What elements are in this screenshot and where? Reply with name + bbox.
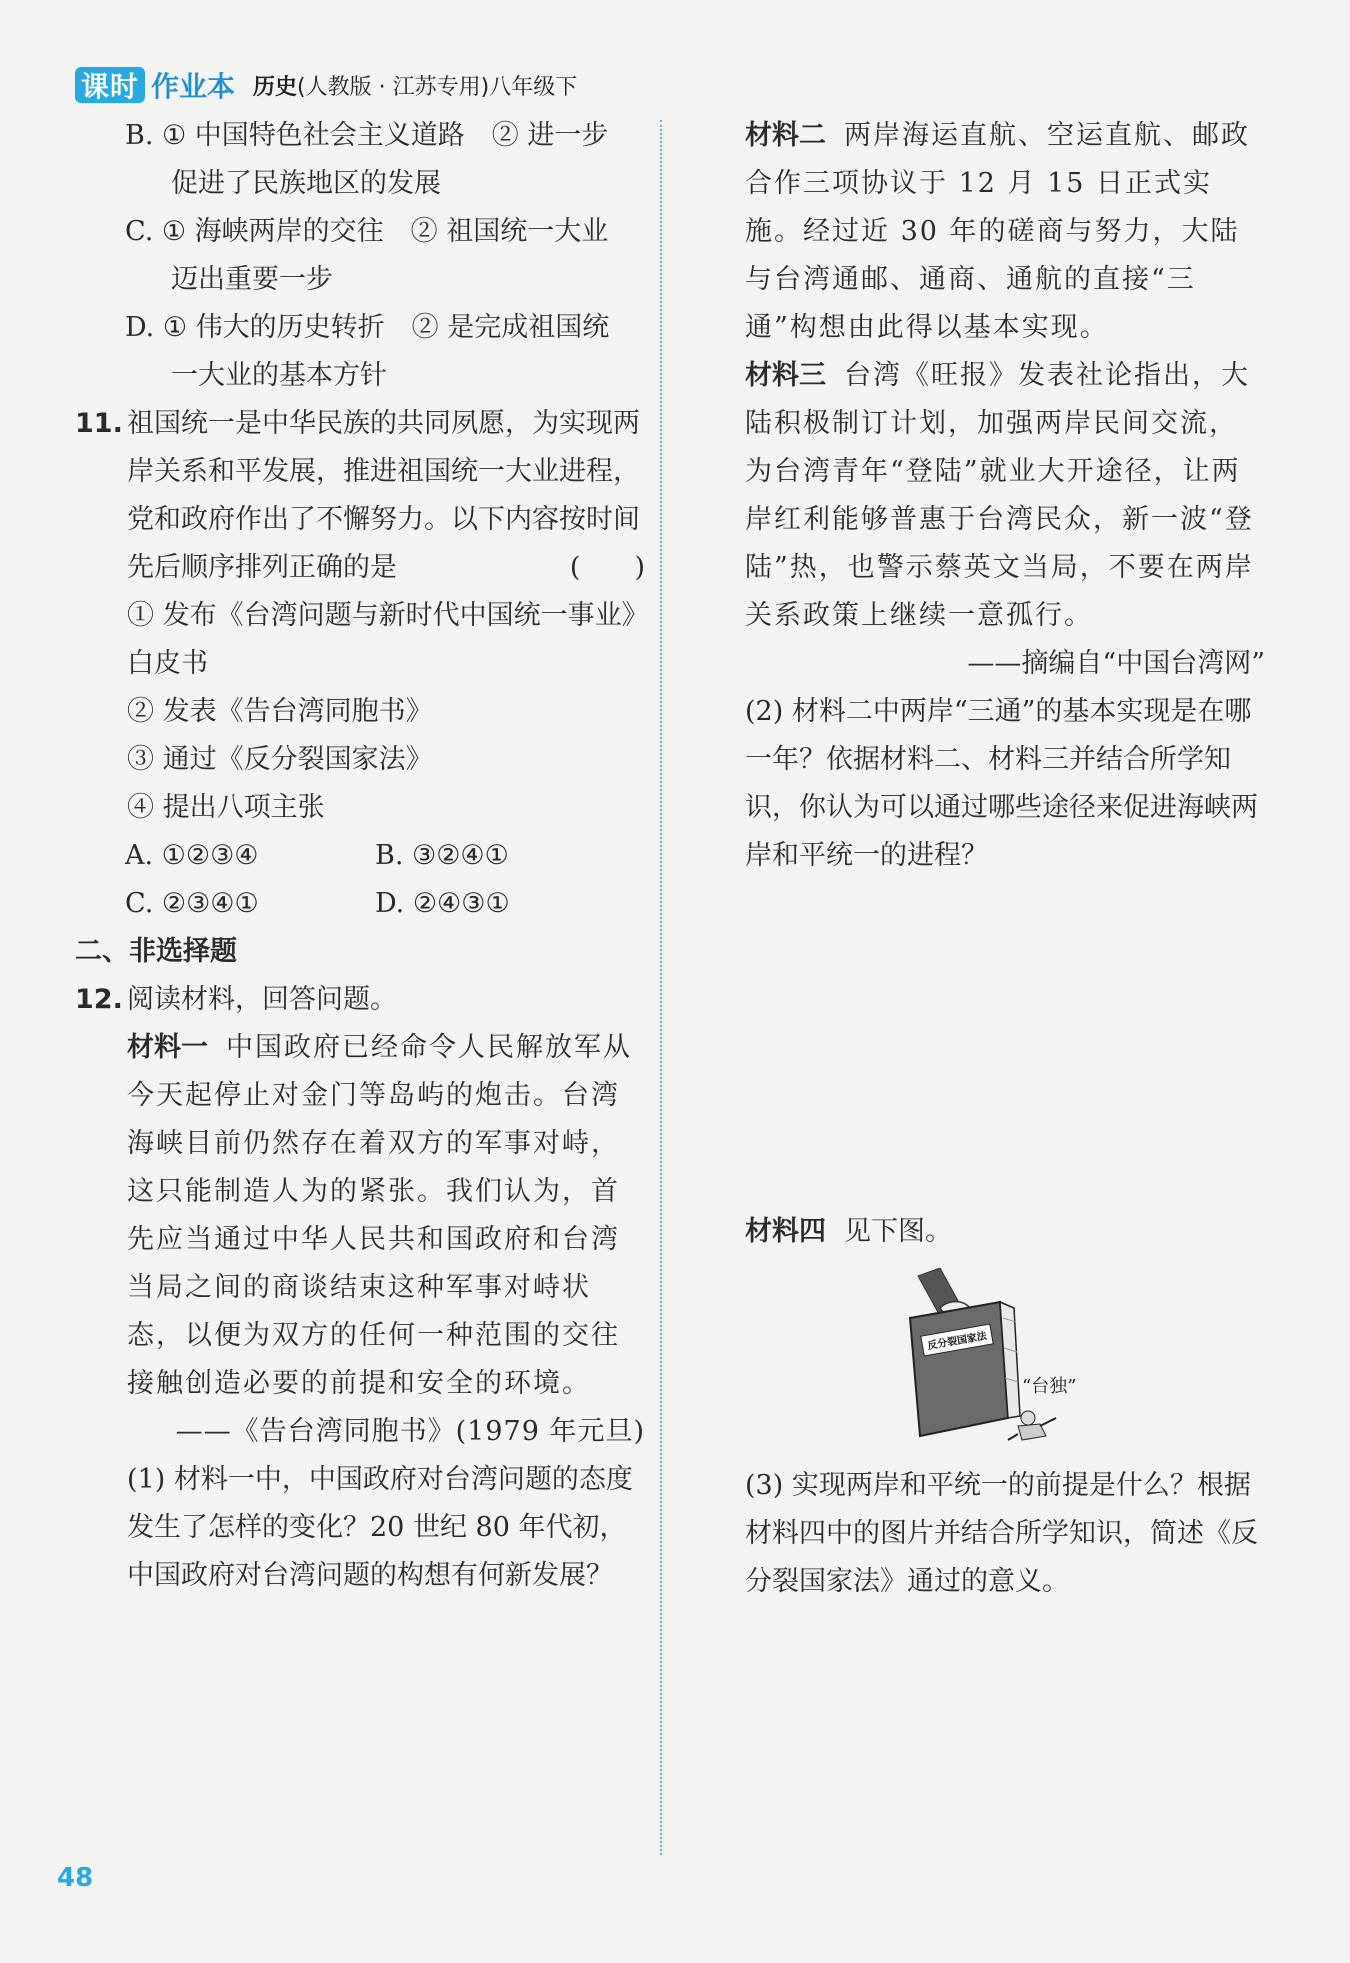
question-11 bbox=[75, 400, 645, 592]
question-12-text: 阅读材料，回答问题。 bbox=[127, 984, 397, 1015]
q11-item-2: ② 发表《告台湾同胞书》 bbox=[127, 696, 433, 727]
logo-text: 作业本 bbox=[151, 70, 236, 103]
q11-option-a: A. ①②③④ bbox=[125, 840, 259, 871]
question-number: 12. bbox=[75, 984, 123, 1015]
q10-option-c-cont: 迈出重要一步 bbox=[171, 264, 333, 295]
column-divider bbox=[660, 120, 662, 1855]
header-edition: (人教版 · 江苏专用)八年级下 bbox=[297, 74, 578, 100]
header-subject: 历史 bbox=[253, 74, 298, 100]
q11-item-4: ④ 提出八项主张 bbox=[127, 792, 325, 823]
material-2 bbox=[745, 112, 1265, 352]
q11-option-b: B. ③②④① bbox=[375, 840, 509, 871]
material-2-label: 材料二 bbox=[745, 120, 826, 151]
material-2-text: 两岸海运直航、空运直航、邮政合作三项协议于 12 月 15 日正式实施。经过近 30 年的磋商与努力，大陆与台湾通邮、通商、通航的直接“三通”构想由此得以基本实现。 bbox=[745, 120, 1250, 343]
q11-options-row-1 bbox=[75, 832, 645, 880]
q11-item-1: ① 发布《台湾问题与新时代中国统一事业》 bbox=[127, 600, 649, 631]
material-4-text: 见下图。 bbox=[844, 1216, 952, 1247]
cartoon-illustration bbox=[900, 1268, 1080, 1448]
material-3-text: 台湾《旺报》发表社论指出，大陆积极制订计划，加强两岸民间交流，为台湾青年“登陆”就业大开途径，让两岸红利能够普惠于台湾民众，新一波“登陆”热，也警示蔡英文当局，不要在两岸关系政策上继续一意孤行。 bbox=[745, 360, 1254, 631]
material-1-label: 材料一 bbox=[127, 1032, 208, 1063]
material-3 bbox=[745, 352, 1265, 640]
material-1-text: 中国政府已经命令人民解放军从今天起停止对金门等岛屿的炮击。台湾海峡目前仍然存在着双方的军事对峙，这只能制造人为的紧张。我们认为，首先应当通过中华人民共和国政府和台湾当局之间的商谈结束这种军事对峙状态，以便为双方的任何一种范围的交往接触创造必要的前提和安全的环境。 bbox=[127, 1032, 632, 1399]
sub-question-3: (3) 实现两岸和平统一的前提是什么？根据材料四中的图片并结合所学知识，简述《反分裂国家法》通过的意义。 bbox=[745, 1470, 1258, 1597]
material-3-label: 材料三 bbox=[745, 360, 826, 391]
answer-bracket: ( ) bbox=[569, 552, 645, 583]
q10-option-d-cont: 一大业的基本方针 bbox=[171, 360, 387, 391]
q11-option-c: C. ②③④① bbox=[125, 888, 259, 919]
question-number: 11. bbox=[75, 408, 123, 439]
cartoon-book-title: 反分裂国家法 bbox=[926, 1330, 988, 1353]
q11-item-1-cont: 白皮书 bbox=[127, 648, 208, 679]
q10-option-d: D. ① 伟大的历史转折 ② 是完成祖国统 bbox=[125, 312, 610, 343]
logo-mark: 课时 bbox=[75, 67, 145, 103]
sub-question-1: (1) 材料一中，中国政府对台湾问题的态度发生了怎样的变化？20 世纪 80 年代初，中国政府对台湾问题的构想有何新发展？ bbox=[127, 1464, 633, 1591]
left-column bbox=[75, 112, 649, 1600]
question-12 bbox=[75, 976, 645, 1024]
q10-option-b-cont: 促进了民族地区的发展 bbox=[171, 168, 441, 199]
q11-item-3: ③ 通过《反分裂国家法》 bbox=[127, 744, 433, 775]
material-1 bbox=[75, 1024, 645, 1408]
q10-option-c: C. ① 海峡两岸的交往 ② 祖国统一大业 bbox=[125, 216, 609, 247]
q10-option-b: B. ① 中国特色社会主义道路 ② 进一步 bbox=[125, 120, 609, 151]
anti-secession-law-cartoon bbox=[900, 1268, 1080, 1448]
page-number: 48 bbox=[57, 1863, 94, 1893]
q11-options-row-2 bbox=[75, 880, 645, 928]
material-4-label: 材料四 bbox=[745, 1216, 826, 1247]
sub-question-2: (2) 材料二中两岸“三通”的基本实现是在哪一年？依据材料二、材料三并结合所学知识，你认为可以通过哪些途径来促进海峡两岸和平统一的进程？ bbox=[745, 696, 1258, 871]
material-1-source: ——《告台湾同胞书》(1979 年元旦) bbox=[175, 1416, 645, 1447]
q11-option-d: D. ②④③① bbox=[375, 888, 510, 919]
section-heading: 二、非选择题 bbox=[75, 936, 237, 967]
cartoon-caption: “台独” bbox=[1022, 1376, 1077, 1397]
question-11-text: 祖国统一是中华民族的共同夙愿，为实现两岸关系和平发展，推进祖国统一大业进程，党和政府作出了不懈努力。以下内容按时间先后顺序排列正确的是 bbox=[127, 408, 640, 583]
material-4 bbox=[745, 1208, 952, 1256]
material-3-source: ——摘编自“中国台湾网” bbox=[967, 648, 1265, 679]
page-header bbox=[75, 65, 577, 105]
